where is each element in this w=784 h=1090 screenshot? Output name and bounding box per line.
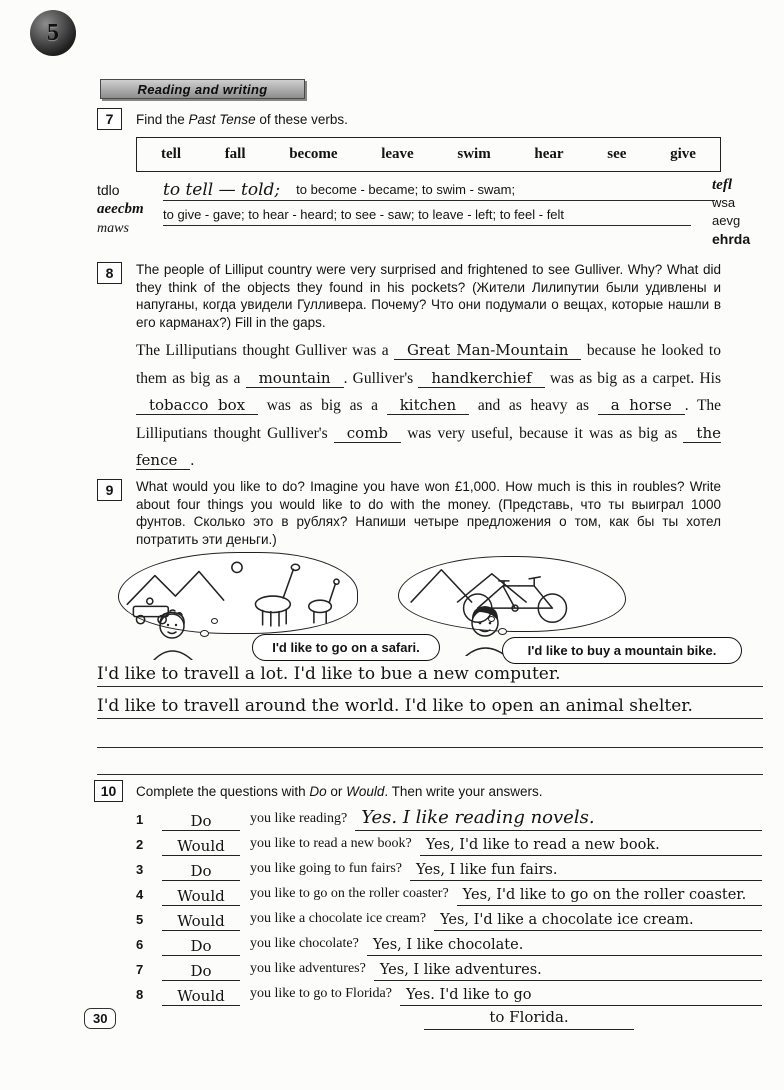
handwritten-answer: Yes, I'd like to read a new book. [420, 837, 762, 856]
do-would-blank: Do [162, 812, 240, 831]
verb-header: become [289, 146, 338, 162]
verb-header: tell [161, 146, 181, 162]
section-banner-label: Reading and writing [137, 81, 268, 97]
section-banner [100, 79, 305, 99]
question-number: 8 [136, 987, 144, 1002]
question-row [136, 831, 762, 856]
question-row [136, 906, 762, 931]
exercise-10-instruction [136, 783, 721, 801]
verb-header: see [607, 146, 627, 162]
question-row [136, 931, 762, 956]
exercise-7-number-box: 7 [97, 108, 122, 130]
ex8-blank-the-fence: the fence [136, 423, 721, 469]
verb-header: swim [457, 146, 491, 162]
question-text: you like adventures? [250, 961, 366, 976]
ex8-text-segment: because he looked to them as big as a [136, 342, 721, 387]
ex10-instruction-post: . Then write your answers. [384, 784, 543, 799]
scrambled-word: tefl [712, 177, 732, 193]
do-would-blank: Would [162, 887, 240, 906]
handwritten-answer: Yes, I'd like a chocolate ice cream. [434, 912, 762, 931]
ex7-printed-answer-2: to give - gave; to hear - heard; to see - saw; to leave - left; to feel - felt [163, 207, 565, 222]
ex8-blank-man-mountain: Great Man-Mountain [394, 341, 581, 360]
child-face-sketch [150, 606, 194, 660]
exercise-9-number-box: 9 [97, 479, 122, 501]
question-row [136, 881, 762, 906]
question-number: 2 [136, 837, 144, 852]
handwritten-answer: Yes, I like chocolate. [367, 937, 762, 956]
thought-dot [498, 628, 507, 635]
handwritten-answer: Yes, I like adventures. [374, 962, 762, 981]
ex7-answer-line-1 [163, 176, 715, 201]
question-text: you like to go to Florida? [250, 986, 392, 1001]
ex8-blank-comb: comb [334, 424, 401, 443]
scrambled-word: aeecbm [97, 201, 144, 217]
verb-header: leave [381, 146, 414, 162]
question-number: 4 [136, 887, 144, 902]
ex8-text-segment: The Lilliputians thought Gulliver was a [136, 342, 389, 359]
question-number: 3 [136, 862, 144, 877]
ex7-scrambled-letters-left [97, 181, 144, 238]
question-text: you like to go on the roller coaster? [250, 886, 449, 901]
scrambled-word: maws [97, 221, 129, 236]
question-number: 1 [136, 812, 144, 827]
question-number: 5 [136, 912, 144, 927]
ex9-handwritten-answer-2: I'd like to travell around the world. I'd like to open an animal shelter. [97, 692, 763, 719]
question-row [136, 856, 762, 881]
do-would-blank: Do [162, 937, 240, 956]
exercise-8-instruction: The people of Lilliput country were very surprised and frightened to see Gulliver. Why? What did they think of the objects they found in his pockets? (Жители Лилипутии были удивлены и напуганы, когда увидели Гулливера. Почему? Что они подумали о вещах, которые нашли в его карманах?) Fill in the gaps. [136, 262, 721, 330]
verb-table [136, 137, 721, 172]
ex7-printed-answer-1: to become - became; to swim - swam; [296, 182, 516, 197]
handwritten-answer: Yes, I like fun fairs. [410, 862, 762, 881]
ex7-answer-line-2 [163, 205, 691, 226]
verb-header: hear [534, 146, 564, 162]
ex10-question-list [136, 806, 762, 1006]
ex8-text-segment: . Gulliver's [343, 369, 414, 387]
exercise-7-instruction [136, 111, 721, 129]
empty-answer-line [97, 774, 763, 775]
thought-dot [488, 616, 495, 622]
question-text: you like a chocolate ice cream? [250, 911, 427, 926]
ex8-blank-kitchen: kitchen [387, 396, 470, 415]
thinking-child-left [150, 606, 194, 660]
thought-dot [211, 618, 218, 624]
exercise-9-instruction: What would you like to do? Imagine you have won £1,000. How much is this in roubles? Write about four things you would like to do with the money. (Представь, что ты выиграл 1000 фунтов. Сколько это в рублях? Напиши четыре предложения о том, как бы ты хотел потратить эти деньги.) [136, 479, 721, 547]
do-would-blank: Do [162, 962, 240, 981]
handwritten-answer-continuation: to Florida. [424, 1008, 634, 1030]
question-row [136, 806, 762, 831]
do-would-blank: Would [162, 912, 240, 931]
ex7-handwritten-answer: to tell — told; [163, 180, 281, 200]
do-would-blank: Do [162, 862, 240, 881]
ex10-instruction-or: or [326, 784, 347, 799]
ex8-blank-tobacco-box: tobacco box [136, 396, 258, 415]
ex8-text-segment: was very useful, because it was as big as [407, 424, 678, 442]
ex8-blank-mountain: mountain [246, 369, 344, 388]
handwritten-answer: Yes, I'd like to go on the roller coaster. [457, 887, 762, 906]
unit-number-badge: 5 [30, 10, 76, 56]
ex8-text-segment: was as big as a [266, 397, 379, 414]
exercise-8-number-box: 8 [97, 262, 122, 284]
question-text: you like going to fun fairs? [250, 861, 403, 876]
ex8-gap-fill-text [136, 337, 721, 475]
ex7-instruction-pre: Find the [136, 112, 189, 127]
do-would-blank: Would [162, 837, 240, 856]
question-number: 7 [136, 962, 144, 977]
question-text: you like chocolate? [250, 936, 359, 951]
ex10-instruction-pre: Complete the questions with [136, 784, 310, 799]
question-text: you like to read a new book? [250, 836, 412, 851]
page-number-badge: 30 [84, 1008, 116, 1029]
handwritten-answer: Yes. I like reading novels. [355, 807, 762, 831]
speech-bubble-safari: I'd like to go on a safari. [252, 634, 440, 661]
ex10-instruction-do: Do [309, 784, 327, 799]
bike-thought-cloud [398, 556, 626, 632]
verb-header: give [670, 146, 696, 162]
question-text: you like reading? [250, 811, 348, 826]
exercise-10-number-box: 10 [94, 780, 123, 802]
do-would-blank: Would [162, 987, 240, 1006]
ex8-blank-handkerchief: handkerchief [418, 369, 544, 388]
scrambled-word: aevg [712, 213, 741, 228]
question-number: 6 [136, 937, 144, 952]
handwritten-answer: Yes. I'd like to go [400, 987, 762, 1006]
speech-bubble-bike: I'd like to buy a mountain bike. [502, 637, 742, 664]
ex7-scrambled-letters-right [712, 176, 750, 248]
ex8-text-segment: . [190, 452, 195, 469]
ex7-instruction-post: of these verbs. [255, 112, 348, 127]
ex7-instruction-term: Past Tense [188, 112, 256, 127]
scrambled-word: ehrda [712, 231, 751, 247]
thought-dot [200, 630, 209, 637]
mountain-bike-sketch [399, 557, 625, 631]
ex10-instruction-would: Would [346, 784, 385, 799]
ex8-text-segment: was as big as a carpet. His [549, 369, 722, 387]
question-row [136, 981, 762, 1006]
ex8-text-segment: and as heavy as [477, 397, 590, 414]
ex9-handwritten-answer-1: I'd like to travell a lot. I'd like to bue a new computer. [97, 660, 763, 687]
empty-answer-line [97, 747, 763, 748]
verb-header: fall [224, 146, 246, 162]
ex8-blank-a-horse: a horse [598, 396, 685, 415]
question-row [136, 956, 762, 981]
ex8-text-segment: . The Lilliputians thought Gulliver's [136, 397, 722, 442]
scrambled-word: wsa [712, 195, 736, 210]
scrambled-word: tdlo [97, 182, 120, 198]
